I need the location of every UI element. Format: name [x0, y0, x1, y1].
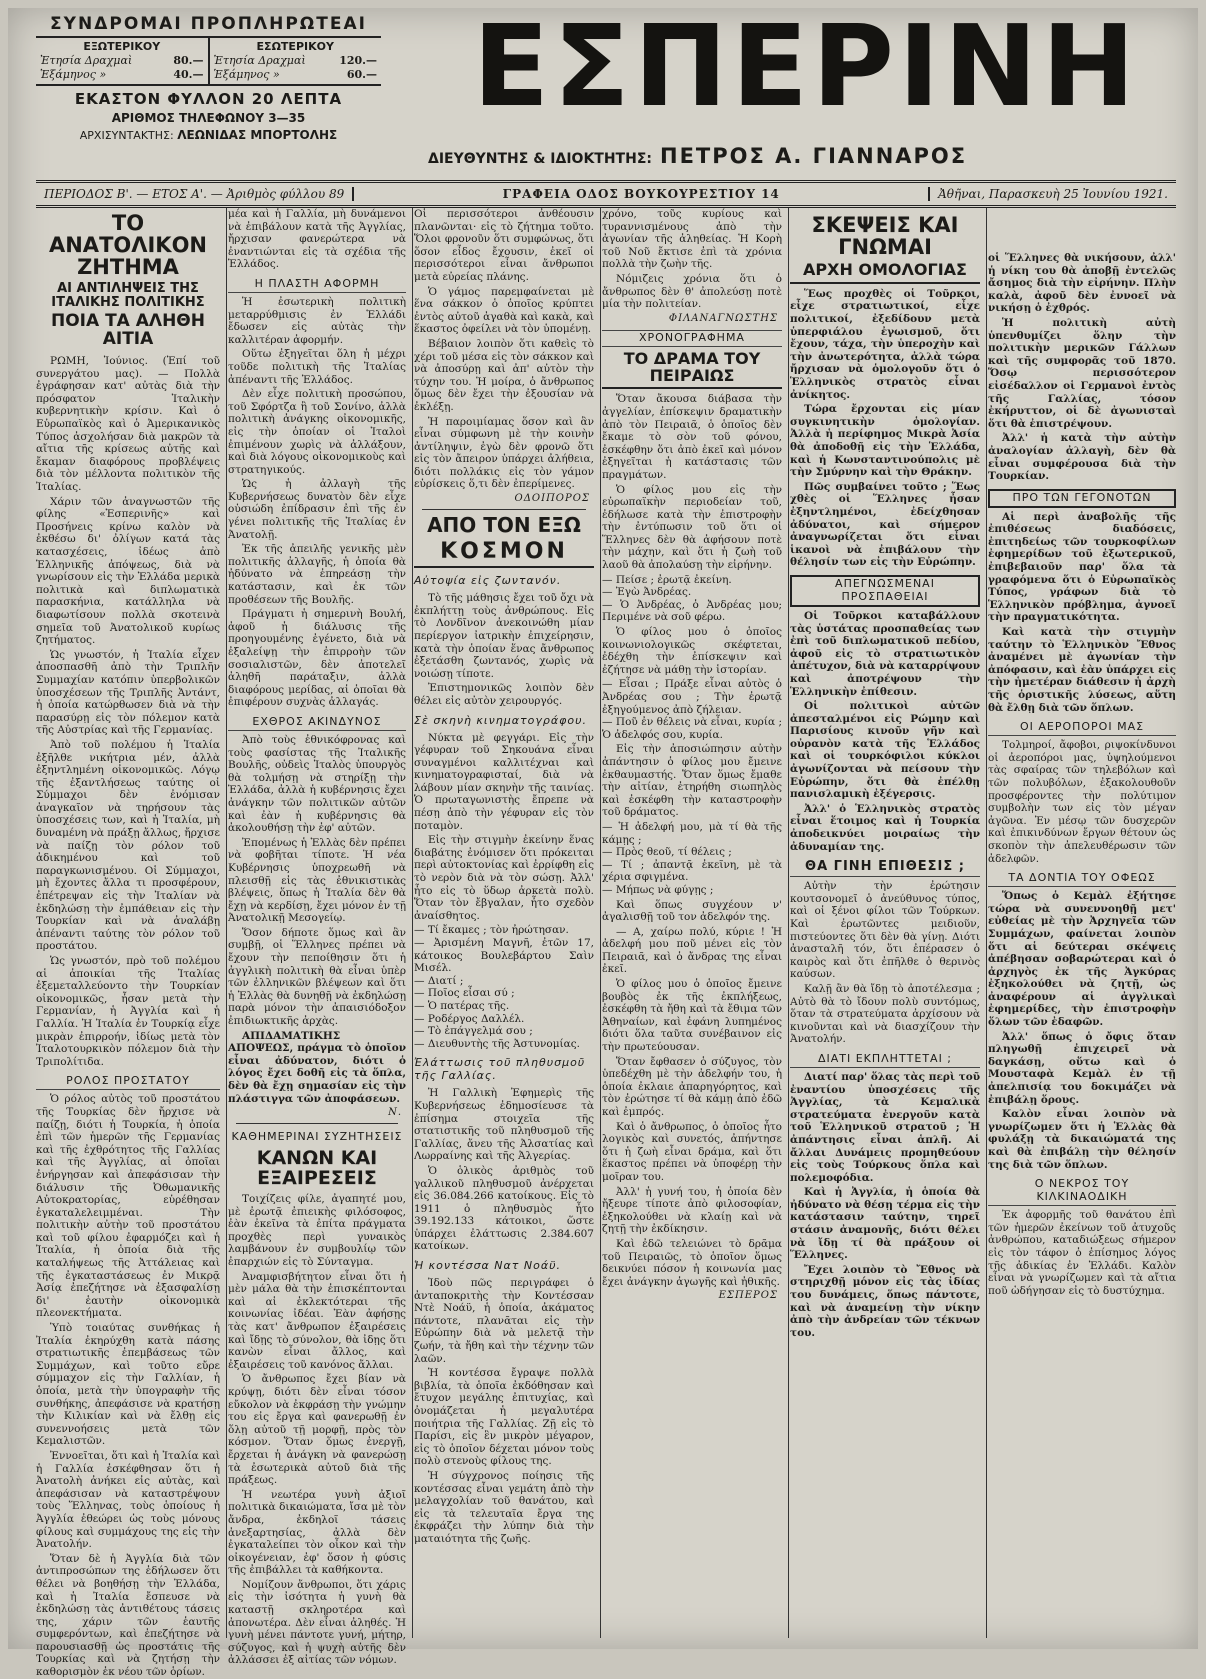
article-paragraph: Ὡς γνωστόν, ἡ Ἰταλία εἶχεν ἀποσπασθῆ ἀπὸ τὴν Τριπλῆν Συμμαχίαν κατόπιν ὑπερβολικῶν ὑποσχέσεων τῆς Τριπλῆς Ἀντάντ, ἡ ὁποία κατώρθωσεν διὰ νὰ τὴν παρασύρῃ εἰς τὸν πόλεμον κατὰ τῆς Αὐστρίας καὶ τῆς Γερμανίας.	[36, 648, 220, 737]
article-paragraph: Ἀπὸ τοὺς ἐθνικόφρονας καὶ τοὺς φασίστας τῆς Ἰταλικῆς Βουλῆς, οὐδεὶς Ἰταλὸς ὑπουργὸς θὰ τολμήσῃ νὰ στηρίξῃ τὴν Ἑλλάδα, ἀλλὰ ἡ κυβέρνησις ἔχει ἀνάγκην τῶν πολιτικῶν αὐτῶν καὶ ἐὰν ἡ κυβέρνησις θὰ ἀκολουθήσῃ τὴν ἐφ' αὐτῶν.	[228, 733, 406, 835]
article-paragraph: Ἡ πολιτικὴ αὐτὴ ὑπενθυμίζει ὅλην τὴν πολιτικὴν μερικῶν Γάλλων καὶ τῆς συμφορᾶς τοῦ 1870. Ὅσῳ περισσότερον εἰσέδαλλον οἱ Γερμανοὶ ἐντὸς τῆς Γαλλίας, τόσον ἐκήρυττον, οἱ δὲ ἀγωνισταὶ ὅτι θὰ ἐπιστρέψουν.	[988, 316, 1176, 430]
subscriptions-box	[36, 14, 381, 142]
headline-rule-exceptions: ΚΑΝΩΝ ΚΑΙ ΕΞΑΙΡΕΣΕΙΣ	[256, 1147, 378, 1190]
chief-editor-label: ΑΡΧΙΣΥΝΤΑΚΤΗΣ:	[79, 129, 174, 142]
article-dialogue: — Πείσε ; ἐρωτᾷ ἐκείνη. — Ἐγὼ Ἀνδρέας. — Ὁ Ἀνδρέας, ὁ Ἀνδρέας μου; Περιμένε νὰ σοῦ φέρω.	[602, 573, 782, 624]
article-paragraph: Ἐκ τῆς ἀπειλῆς γενικῆς μὲν πολιτικῆς ἀλλαγῆς, ἡ ὁποία θὰ ἠδύνατο νὰ ἐπηρεάσῃ τὴν κατάστασιν, καὶ ἐκ τῶν προθέσεων τῆς Βουλῆς.	[228, 543, 406, 606]
article-paragraph: Δὲν εἶχε πολιτικὴ προσώπου, τοῦ Σφόρτζα ἢ τοῦ Σονίνο, ἀλλὰ πολιτικὴ ἀνάγκης οἰκονομικῆς, εἰς τὴν ὁποίαν οἱ Ἰταλοὶ ἐπιμένουν χωρὶς νὰ ἀλλάξουν, καὶ διὰ λόγους οἰκονομικοὺς καὶ στρατηγικούς.	[228, 388, 406, 476]
article-columns	[36, 208, 1176, 1679]
article-paragraph: Ὁ ὁλικὸς ἀριθμὸς τοῦ γαλλικοῦ πληθυσμοῦ ἀνέρχεται εἰς 36.084.266 κατοίκους. Εἰς τὸ 1911 ὁ πληθυσμὸς ἦτο 39.192.133 κάτοικοι, ὥστε ὑπάρχει ἐλάττωσις 2.384.607 κατοίκων.	[414, 1164, 594, 1253]
article-paragraph: Ὡς γνωστόν, πρὸ τοῦ πολέμου αἱ ἀποικίαι τῆς Ἰταλίας ἐξεμεταλλεύοντο τὴν Τουρκίαν οἰκονομικῶς, ἦσαν μετὰ τὴν Γερμανίαν, ἡ Ἀγγλία καὶ ἡ Γαλλία. Ἡ Ἰταλία ἐν Τουρκίᾳ εἶχε μικρὰν ἐπιρροήν, ἰδίως μετὰ τὸν Ἰταλοτουρκικὸν πόλεμον διὰ τὴν Τριπολίτιδα.	[36, 955, 220, 1068]
divider	[422, 509, 586, 510]
column-3	[414, 208, 601, 1638]
subscriptions-domestic	[208, 38, 382, 84]
headline-anatolikon: ΤΟ ΑΝΑΤΟΛΙΚΟΝ ΖΗΤΗΜΑ	[48, 211, 208, 280]
subheading-population: Ἐλάττωσις τοῦ πληθυσμοῦ τῆς Γαλλίας.	[414, 1056, 586, 1083]
article-paragraph: Οἱ πολιτικοὶ αὐτῶν ἀπεσταλμένοι εἰς Ρώμην καὶ Παρισίους κινοῦν γῆν καὶ οὐρανὸν κατὰ τῆς Ἑλλάδος καὶ οἱ τουρκόφιλοι κύκλοι ἀγωνίζονται νὰ πείσουν τὴν Εὐρώπην, ὅτι θὰ ἐπέλθῃ πανισλαμικὴ ἐξέγερσις.	[790, 700, 980, 801]
article-paragraph: Ἡ νεωτέρα γυνὴ ἀξιοῖ πολιτικὰ δικαιώματα, ἴσα μὲ τὸν ἄνδρα, ἐκδηλοῖ τάσεις ἀνεξαρτησίας, ἀλλὰ δὲν ἐγκαταλείπει τὸν οἶκον καὶ τὴν οἰκογένειαν, ἐφ' ὅσον ἡ φύσις τῆς ἐπιβάλλει τὰ καθήκοντα.	[228, 1488, 406, 1577]
article-paragraph: χρόνο, τοῦς κυρίους καὶ τυραννισμένους ἀπὸ τὴν ἀγωνίαν τῆς ἀληθείας. Ἡ Κορὴ τοῦ Νοῦ ἔκτισε ἐπὶ τὰ χρόνια πολλὰ τὴν ζωὴν τῆς.	[602, 208, 782, 271]
article-paragraph: Ἀλλ' ὁ Ἑλληνικὸς στρατὸς εἶναι ἕτοιμος καὶ ἡ Τουρκία ἀποδεικνύει μοιραίως τὴν ἀδυναμίαν της.	[790, 802, 980, 853]
article-paragraph: Αἱ περὶ ἀναβολῆς τῆς ἐπιθέσεως διαδόσεις, ἐπιτηδείως τῶν τουρκοφίλων ἐφημερίδων τοῦ ἐξωτερικοῦ, ἐπιβεβαιοῦν παρ' ὅλα τὰ γραφόμενα ὅτι ὁ Εὐρωπαϊκὸς Τύπος, γράφων διὰ τὸ Ἑλληνικὸν πρόβλημα, ἀγνοεῖ τὴν πραγματικότητα.	[988, 510, 1176, 624]
article-paragraph: Ὅταν ἔφθασεν ὁ σύζυγος, τὸν ὑπεδέχθη μὲ τὴν ἀδελφήν του, ἡ ὁποία ἐκλαιε ἀπαρηγόρητος, καὶ τὸν ἐρώτησε τί θὰ κάμῃ ἀπὸ ἐδῶ καὶ ἐμπρός.	[602, 1055, 782, 1118]
subheading-autopsy: Αὐτοψία εἰς ζωντανόν.	[414, 574, 562, 588]
article-signature: ΟΔΟΙΠΟΡΟΣ	[514, 493, 590, 505]
director-label: ΔΙΕΥΘΥΝΤΗΣ & ΙΔΙΟΚΤΗΤΗΣ:	[428, 151, 652, 167]
article-paragraph: Τώρα ἔρχονται εἰς μίαν συγκινητικὴν ὁμολογίαν. Ἀλλὰ ἡ περίφημος Μικρὰ Ἀσία θὰ ἀποδοθῇ εἰς τὴν Ἑλλάδα, καὶ ἡ Κωνσταντινούπολις μὲ τὴν Σμύρνην καὶ τὴν Θράκην.	[790, 403, 980, 479]
article-paragraph: μέα καὶ ἡ Γαλλία, μὴ δυνάμενοι νὰ ἐπιβάλουν κατὰ τῆς Ἀγγλίας, ἤρχισαν φανερώτερα νὰ ἐναντιώνται εἰς τὰ σχέδια τῆς Ἑλλάδος.	[228, 208, 406, 271]
subheading-chronography: ΧΡΟΝΟΓΡΑΦΗΜΑ	[602, 330, 782, 347]
subscriptions-title: ΣΥΝΔΡΟΜΑΙ ΠΡΟΠΛΗΡΩΤΕΑΙ	[36, 14, 381, 38]
headline-confession: ΑΡΧΗ ΟΜΟΛΟΓΙΑΣ	[790, 262, 980, 284]
article-paragraph: Χάριν τῶν ἀναγνωστῶν τῆς φίλης «Ἑσπερινῆς» καὶ Προσήνεις κρίνω καλὸν νὰ ἐκθέσω δι' ὀλίγων κατά τὰς κατασχέσεις, ἰδέως ἀπὸ Ἑλληνικῆς ἀπόψεως, διὰ νὰ γνωρίσουν εἰς τὴν Ἑλλάδα μερικὰ πολιτικὰ καὶ διπλωματικὰ παρασκήνια, κατάλληλα νὰ διαφωτίσουν πολλὰ σκοτεινὰ σημεῖα τοῦ Ἀνατολικοῦ κυρίως ζητήματος.	[36, 495, 220, 647]
headline-true-causes: ΠΟΙΑ ΤΑ ΑΛΗΘΗ ΑΙΤΙΑ	[51, 311, 205, 350]
issue-info-bar	[36, 180, 1176, 208]
article-paragraph: Ἀναμφισβήτητον εἶναι ὅτι ἡ μὲν μάλα θὰ τὴν ἐπισκέπτονται καὶ αἱ ἐκλεκτότεραι τῆς κοινωνίας ἰδέαι. Ἐὰν ἀφήσῃς τὰς κατ' ἄνθρωπον ἐξαιρέσεις καὶ ἴδῃς τὸ σύνολον, θὰ ἰδῃς ὅτι κανὼν εἶναι ἄλλος, καὶ ἐξαιρέσεις τοῦ κανόνος ἄλλαι.	[228, 1270, 406, 1371]
domestic-row2-label: Ἑξάμηνος »	[213, 68, 280, 81]
chief-editor-name: ΛΕΩΝΙΔΑΣ ΜΠΟΡΤΟΛΗΣ	[177, 128, 338, 142]
article-paragraph: Εἰς τὴν στιγμὴν ἐκείνην ἕνας διαβάτης ἐνόμισεν ὅτι πρόκειται περὶ αὐτοκτονίας καὶ ἐρρίφθη εἰς τὸ νερὸν διὰ νὰ τὸν σώσῃ. Ἀλλ' ἦτο εἰς τὸ ὕδωρ ἀρκετὰ πολὺ. Ὅταν τὸν ἔβγαλαν, ἦτο σχεδὸν ἀναίσθητος.	[414, 834, 594, 922]
subheading-harmless-enemy: ΕΧΘΡΟΣ ΑΚΙΝΔΥΝΟΣ	[228, 715, 406, 731]
article-paragraph: Ἐπιστημονικῶς λοιπὸν δὲν θέλει εἰς αὐτὸν χειρουργός.	[414, 682, 594, 707]
article-paragraph: Τὸ τῆς μάθησις ἔχει τοῦ ὄχι νὰ ἐκπλήττῃ τοὺς ἀνθρώπους. Εἰς τὸ Λονδῖνον ἀνεκοινώθη μίαν περίεργον ἰατρικὴν ἐπιχείρησιν, κατὰ τὴν ὁποίαν ἕνας ἄνθρωπος ἐξετάσθη ζωντανός, χωρὶς νὰ νοιώσῃ τίποτε.	[414, 592, 594, 680]
subheading-attack-question: ΘΑ ΓΙΝΗ ΕΠΙΘΕΣΙΣ ;	[790, 859, 980, 877]
domestic-row1-value: 120.—	[339, 54, 377, 67]
newspaper-title: ΕΣΠΕΡΙΝΗ	[472, 2, 1140, 132]
article-paragraph: Καλῇ ἂν θὰ ἴδῃ τὸ ἀποτέλεσμα ; Αὐτὸ θὰ τὸ ἴδουν πολὺ συντόμως, ὅταν τὰ στρατεύματα ἀρχίσουν νὰ κινοῦνται καὶ νὰ διασχίζουν τὴν Ἀνατολήν.	[790, 982, 980, 1046]
article-paragraph: Ἡ κοντέσσα ἔγραψε πολλὰ βιβλία, τὰ ὁποῖα ἐκδόθησαν καὶ ἔτυχον μεγάλης ἐπιτυχίας, καὶ ὀνομάζεται ἡ μεγαλυτέρα ποιήτρια τῆς Γαλλίας. Ζῇ εἰς τὸ Παρίσι, εἰς ἓν μικρὸν μέγαρον, εἰς τὸ ὁποῖον δέχεται μόνον τοὺς πολὺ στενοὺς φίλους της.	[414, 1367, 594, 1468]
subheading-desperate-efforts: ΑΠΕΓΝΩΣΜΕΝΑΙ ΠΡΟΣΠΑΘΕΙΑΙ	[790, 575, 980, 607]
article-paragraph: Καὶ ἡ Ἀγγλία, ἡ ὁποία θὰ ἠδύνατο νὰ θέσῃ τέρμα εἰς τὴν κατάστασιν ταύτην, τηρεῖ στάσιν ἀναμονῆς, διότι θέλει νὰ ἴδῃ τί θὰ πράξουν οἱ Ἕλληνες.	[790, 1186, 980, 1262]
column-1	[36, 208, 227, 1679]
article-paragraph: Αὐτὴν τὴν ἐρώτησιν κουτσονομεῖ ὁ ἀνεύθυνος τύπος, καὶ οἱ ξένοι φίλοι τῶν Τούρκων. Καὶ ἐρωτῶντες μειδιοῦν, πιστεύοντες ὅτι δὲν θὰ γίνῃ. Διότι ἀνασταλῆ τόν, ὅτι ἐπέρασεν ὁ καιρὸς καὶ ὅτι ἐπῆλθε ὁ θερινὸς καύσων.	[790, 880, 980, 981]
subheading-dead-man: Ο ΝΕΚΡΟΣ ΤΟΥ ΚΙΛΚΙΝΑΟΔΙΚΗ	[988, 1177, 1176, 1206]
article-paragraph: Ὅταν ἄκουσα διάβασα τὴν ἀγγελίαν, ἐπίσκεψιν δραματικὴν ἀπὸ τὸν Πειραιᾶ, ὁ ὁποῖος δὲν ἔκαμε τὸ σὸν τοῦ φόνου, ἐσκέφθην ὅτι ἀπὸ ἐκεῖ καὶ μόνον ἐξηγεῖται ἡ κατάστασις τῶν πραγμάτων.	[602, 393, 782, 481]
article-paragraph: Ἐπομένως ἡ Ἑλλὰς δὲν πρέπει νὰ φοβῆται τίποτε. Ἡ νέα Κυβέρνησις ὑποχρεωθῆ νὰ πλεισθῇ εἰς τὰς ἐθνικιστικὰς βλέψεις, ὅπως ἡ Ἰταλία δὲν θὰ ἔχῃ νὰ κερδίσῃ, ἔχει μόνον ἐν τῇ Ἀνατολικῇ Μεσογείῳ.	[228, 836, 406, 925]
article-paragraph: Ἡ παροιμίαμας ὅσον καὶ ἂν εἶναι σύμφωνη μὲ τὴν κοινὴν ἀντίληψιν, ἐγὼ δὲν φρονῶ ὅτι εἰς τὸν ἄπειρον ὑπάρχει ἀλήθεια, διότι πολλάκις εἰς τὸν γάμον εὑρίσκεις ὅ,τι δὲν ἐπερίμενες.	[414, 415, 594, 491]
article-dialogue: — Ἡ ἀδελφή μου, μὰ τί θὰ τῆς κάμῃς ; — Πρὸς θεοῦ, τί θέλεις ; — Τί ; ἀπαντᾷ ἐκεῖνη, μὲ τὰ χέρια σφιγμένα. — Μήπως νὰ φύγῃς ;	[602, 820, 782, 896]
article-paragraph: Ὁ φίλος μου ὁ ὁποῖος κοινωνιολογικῶς σκέφτεται, ἐδέχθη τὴν ἐπίσκεψιν καὶ ἐζήτησε νὰ μάθῃ τὴν ἱστορίαν.	[602, 626, 782, 676]
article-signature: ΕΣΠΕΡΟΣ	[718, 1290, 778, 1302]
article-paragraph: Διατί παρ' ὅλας τὰς περὶ τοῦ ἐναντίου ὑποσχέσεις τῆς Ἀγγλίας, τὰ Κεμαλικὰ στρατεύματα ἐνεργοῦν κατὰ τοῦ Ἑλληνικοῦ στρατοῦ ; Ἡ ἀπάντησις εἶναι ἁπλῆ. Αἱ ἄλλαι Δυνάμεις προμηθεύουν εἰς τοὺς Τούρκους ὅπλα καὶ πολεμοφόδια.	[790, 1070, 980, 1184]
article-paragraph: Καὶ κατὰ τὴν στιγμὴν ταύτην τὸ Ἑλληνικὸν Ἔθνος ἀναμένει μὲ ἀγωνίαν τὴν ἀπόφασιν, καὶ ἐὰν ὑπάρχει εἰς τὴν ἡμετέραν διάθεσιν ἡ ἀρχὴ τῆς ὁριστικῆς λύσεως, αὕτη θὰ ἔλθῃ διὰ τῶν ὅπλων.	[988, 626, 1176, 714]
article-paragraph: Καὶ ἐδῶ τελειώνει τὸ δρᾶμα τοῦ Πειραιῶς, τὸ ὁποῖον ὅμως δεικνύει πόσον ἡ κοινωνία μας ἔχει ἀνάγκην ἀγωγῆς καὶ ἠθικῆς.	[602, 1237, 782, 1288]
column-6	[988, 208, 1176, 1638]
article-paragraph: Ἡ Γαλλικὴ Ἐφημερὶς τῆς Κυβερνήσεως ἐδημοσίευσε τὰ ἐπίσημα στοιχεῖα τῆς στατιστικῆς τοῦ πληθυσμοῦ τῆς Γαλλίας, ἄνευ τῆς Ἀλσατίας καὶ Λωρραίνης καὶ τῆς Ἀλγερίας.	[414, 1087, 594, 1163]
subheading-our-aviators: ΟΙ ΑΕΡΟΠΟΡΟΙ ΜΑΣ	[988, 720, 1176, 736]
article-paragraph: Νομίζουν ἄνθρωποι, ὅτι χάρις εἰς τὴν ἰσότητα ἡ γυνὴ θὰ καταστῇ σκληροτέρα καὶ ἀπονωτέρα. Δὲν εἶναι ἀληθές. Ἡ γυνὴ μένει πάντοτε γυνή, μήτηρ, σύζυγος, καὶ ἡ ψυχὴ αὐτῆς δὲν ἀλλάσσει ἐξ αἰτίας τῶν νόμων.	[228, 1578, 406, 1667]
abroad-row1-value: 80.—	[173, 54, 204, 67]
subheading-protector-role: ΡΟΛΟΣ ΠΡΟΣΤΑΤΟΥ	[36, 1074, 220, 1090]
headline-world: ΚΟΣΜΟΝ	[414, 540, 594, 568]
article-paragraph: Ἡ ἐσωτερικὴ πολιτικὴ μεταρρύθμισις ἐν Ἑλλάδι ἔδωσεν εἰς αὐτὰς τὴν καλλιτέραν ἀφορμήν.	[228, 295, 406, 346]
article-paragraph: Ὅπως ὁ Κεμὰλ ἐξήτησε τώρα νὰ συνεννοηθῇ μετ' εὐθείας μὲ τὴν Ἀρχηγεῖα τῶν Συμμάχων, φαίνεται λοιπὸν ὅτι αἱ δεύτεραι σκέψεις ἀπέβησαν σοβαρώτεραι καὶ ὁ ἀρχηγὸς ἐκ τῆς Ἀγκύρας ἐξηκολούθει νὰ ζητῇ, ὡς ἀναφέρουν αἱ ἀγγλικαὶ ἐφημερίδες, τὴν ἐπιστροφὴν ὅλων τῶν ἐδαφῶν.	[988, 890, 1176, 1029]
subheading-why-surprised: ΔΙΑΤΙ ΕΚΠΛΗΤΤΕΤΑΙ ;	[790, 1052, 980, 1068]
article-paragraph: Πράγματι ἡ σημερινὴ Βουλή, ἀφοῦ ἡ διάλυσις τῆς προηγουμένης ἐγένετο, διὰ νὰ ἐξαλείψῃ τὴν ἐπιρροὴν τῶν σοσιαλιστῶν, δὲν ἀποτελεῖ ἀληθῆ παράταξιν, ἀλλὰ διαφόρους μερίδας, αἱ ὁποῖαι θὰ ἐπιφέρουν συχνὰς ἀλλαγάς.	[228, 608, 406, 709]
divider	[236, 1123, 398, 1124]
chief-editor	[36, 128, 381, 142]
article-signature: Ν.	[388, 1107, 402, 1119]
subheading-daily-discussions: ΚΑΘΗΜΕΡΙΝΑΙ ΣΥΖΗΤΗΣΕΙΣ	[231, 1130, 403, 1144]
article-paragraph: Ἐννοεῖται, ὅτι καὶ ἡ Ἰταλία καὶ ἡ Γαλλία ἐσκέφθησαν ὅτι ἡ Ἀνατολὴ ἀνήκει εἰς αὐτὰς, καὶ ἀπεφάσισαν νὰ καταστρέψουν τοὺς Ἕλληνας, τοὺς ὁποίους ἡ Ἀγγλία ἐθεώρει ὡς τοὺς μόνους φίλους καὶ συμμάχους της εἰς τὴν Ἀνατολήν.	[36, 1449, 220, 1551]
article-signature: ΦΙΛΑΝΑΓΝΩΣΤΗΣ	[668, 312, 778, 324]
article-paragraph: Ὁ ρόλος αὐτὸς τοῦ προστάτου τῆς Τουρκίας δὲν ἤρχισε νὰ παίζῃ, διότι ἡ Τουρκία, ἡ ὁποία ἐπὶ τῶν ἡμερῶν τῆς Γερμανίας καὶ τῆς ἐχθρότητος τῆς Γαλλίας καὶ τῆς Ἀγγλίας, αἱ ὁποῖαι ἐνήργησαν καὶ ἀπεφάσισαν τὴν διάλυσιν τῆς Ὀθωμανικῆς Αὐτοκρατορίας, εὑρέθησαν ἐγκαταλελειμμέναι. Τὴν πολιτικὴν αὐτὴν τοῦ προστάτου καὶ τοῦ φίλου ἐφαρμόζει καὶ ἡ Ἰταλία, ἡ ὁποία διὰ τῆς καταλήψεως τῆς Ἀττάλειας καὶ τῆς ἐγκαταστάσεως ἐν Μικρᾷ Ἀσίᾳ ἐπεζήτησε νὰ ἐξασφαλίσῃ δι' ἑαυτὴν οἰκονομικὰ πλεονεκτήματα.	[36, 1093, 220, 1320]
article-paragraph: Πῶς συμβαίνει τοῦτο ; Ἕως χθὲς οἱ Ἕλληνες ἦσαν ἐξηντλημένοι, ἐδείχθησαν ἀδύνατοι, καὶ σήμερον ἀναγνωρίζεται ὅτι εἶναι ἱκανοὶ νὰ ἐπιβάλουν τὴν θέλησίν των εἰς τὴν Εὐρώπην.	[790, 480, 980, 569]
article-paragraph: Οἱ Τοῦρκοι καταβάλλουν τὰς ὑστάτας προσπαθείας των ἐπὶ τοῦ διπλωματικοῦ πεδίου, ἀφοῦ εἰς τὸ στρατιωτικὸν ἀπέτυχον, διὰ νὰ καταρρίψουν καὶ ἀποτρέψουν τὴν Ἑλληνικὴν ἐπίθεσιν.	[790, 609, 980, 698]
article-paragraph: Ἔχει λοιπὸν τὸ Ἔθνος νὰ στηριχθῇ μόνον εἰς τὰς ἰδίας του δυνάμεις, ὅπως πάντοτε, καὶ νὰ ἀναμείνῃ τὴν νίκην ἀπὸ τὴν ἀνδρείαν τῶν τέκνων του.	[790, 1263, 980, 1339]
article-paragraph: — Α, χαίρω πολύ, κύριε ! Ἡ ἀδελφή μου ποῦ μένει εἰς τὸν Πειραιᾶ, καὶ ὁ ἄνδρας της εἶναι ἐκεῖ.	[602, 925, 782, 976]
article-paragraph: Καὶ ὁ ἄνθρωπος, ὁ ὁποῖος ἦτο λογικὸς καὶ συνετός, ἀπήντησε ὅτι ἡ ζωὴ εἶναι δράμα, καὶ ὅτι ἕκαστος πρέπει νὰ ὑποφέρῃ τὴν μοῖραν του.	[602, 1120, 782, 1183]
article-paragraph: Οἱ περισσότεροι ἀνθέουσιν πλανῶνται· εἰς τὸ ζήτημα τοῦτο. Ὅλοι φρονοῦν ὅτι συμφώνως, ὅτι ὅσον εἶδος ἔχουσιν, ἐκεῖ οἱ περισσότεροι εἶναι ἄνθρωποι μετὰ εὐρείας πλάνης.	[414, 208, 594, 283]
article-paragraph: Τολμηροί, ἄφοβοι, ριψοκίνδυνοι οἱ ἀεροπόροι μας, ὑψηλούμενοι τὰς σφαίρας τῶν τηλεβόλων καὶ τῶν πολυβόλων, ἐξακολουθοῦν προσφέροντες τὴν πολύτιμον συμβολὴν των εἰς τὸν μέγαν ἀγῶνα. Ἐν μέσῳ τῶν δυσχερῶν καὶ ἐπικινδύνων ἔργων θέτουν ὡς σκοπὸν τὴν ἀπελευθέρωσιν τῶν ἀδελφῶν.	[988, 739, 1176, 865]
subheading-cinema-scene: Σὲ σκηνὴ κινηματογράφου.	[414, 713, 587, 727]
issue-period: ΠΕΡΙΟΔΟΣ Β'. — ΕΤΟΣ Α'. — Ἀριθμὸς φύλλου 89	[44, 187, 345, 201]
article-paragraph: Ὁ ἄνθρωπος ἔχει βίαν νὰ κρύψῃ, διότι δὲν εἶναι τόσον εὔκολον νὰ ἐκφράσῃ τὴν γνώμην του εἰς ἔργα καὶ φανερωθῇ ἐν ὅλῃ αὐτοῦ τῇ μορφῇ, πρὸς τὸν κόσμον. Ὅταν ὅμως ἐνεργῇ, ἔρχεται ἡ ἀνάγκη νὰ φανερώσῃ τὰ ἐσωτερικὰ αὐτοῦ διὰ τῆς πράξεως.	[228, 1373, 406, 1487]
article-dialogue: — Εἶσαι ; Πράξε εἶναι αὐτὸς ὁ Ἀνδρέας σου ; Τὴν ἐρωτᾷ ἐξηγούμενος ἀπὸ ζήλειαν. — Ποῦ ἐν θέλεις νὰ εἶναι, κυρία ; Ὁ ἀδελφός σου, κυρία.	[602, 678, 782, 741]
column-2	[228, 208, 413, 1667]
headline-piraeus-drama: ΤΟ ΔΡΑΜΑ ΤΟΥ ΠΕΙΡΑΙΩΣ	[602, 351, 782, 390]
article-paragraph: Ἰδοὺ πῶς περιγράφει ὁ ἀνταποκριτὴς τὴν Κοντέσσαν Ντὲ Νοάϋ, ἡ ὁποία, ἀκάματος πάντοτε, πλανᾶται εἰς τὴν Εὐρώπην διὰ νὰ μελετᾷ τὴν ζωήν, τὰ ἤθη καὶ τὴν τέχνην τῶν λαῶν.	[414, 1277, 594, 1365]
article-paragraph: Εἰς τὴν ἀποσιώπησιν αὐτὴν ἀπάντησιν ὁ φίλος μου ἔμεινε ἐκθαυμαστής. Ὅταν ὅμως ἔμαθε τὴν αἰτίαν, ἐτηρήθη σιωπηλὸς καὶ ἐσκέφθη τὴν καταστροφὴν τοῦ δράματος.	[602, 743, 782, 819]
article-paragraph: Νύκτα μὲ φεγγάρι. Εἰς τὴν γέφυραν τοῦ Σηκουάνα εἶναι συναγμένοι καλλιτέχναι καὶ κινηματογραφισταί, διὰ νὰ λάβουν μίαν σκηνὴν τῆς ταινίας. Ὁ πρωταγωνιστὴς ἔπρεπε νὰ πέσῃ ἀπὸ τὴν γέφυραν εἰς τὸν ποταμὸν.	[414, 731, 594, 832]
article-paragraph: Ὁ γάμος παρεμφαίνεται μὲ ἕνα σάκκον ὁ ὁποῖος κρύπτει ἐντὸς αὐτοῦ ἀγαθὰ καὶ κακὰ, καὶ ἕκαστος ὀφείλει νὰ τὸν ὑπομένῃ.	[414, 285, 594, 336]
article-paragraph: Ὅταν δὲ ἡ Ἀγγλία διὰ τῶν ἀντιπροσώπων της ἐδήλωσεν ὅτι θέλει νὰ βοηθήσῃ τὴν Ἑλλάδα, καὶ ἡ Ἰταλία ἔσπευσε νὰ ἐκδηλώσῃ τὰς ἀντιθέτους τάσεις της, χάριν τῶν ἑαυτῆς συμφερόντων, καὶ ἐπεζήτησε νὰ παρουσιασθῇ ὡς προστάτις τῆς Τουρκίας καὶ νὰ ζητήσῃ τὴν καθορισμὸν ἐκ νέου τῶν ὁρίων.	[36, 1552, 220, 1679]
article-paragraph: Ἕως προχθὲς οἱ Τοῦρκοι, εἶχε στρατιωτικοί, εἶχε πολιτικοί, ἐξεδίδουν μετὰ ὑπερφιάλου ἐγωισμοῦ, ὅτι ἔχουν, τάχα, τὴν ὑπεροχὴν καὶ τὴν ἀνωτερότητα, ἀλλὰ τώρα ἤρχισαν νὰ ὁμολογοῦν ὅτι ὁ Ἑλληνικὸς στρατὸς εἶναι ἀνίκητος.	[790, 287, 980, 401]
article-paragraph: Ἀλλ' ἡ γυνή του, ἡ ὁποία δὲν ἤξευρε τίποτε ἀπὸ φιλοσοφίαν, ἐξηκολούθει νὰ κλαίῃ καὶ νὰ ζητῇ τὴν ἐκδίκησιν.	[602, 1185, 782, 1236]
article-paragraph: ΡΩΜΗ, Ἰούνιος. (Ἐπί τοῦ συνεργάτου μας). — Πολλὰ ἐγράφησαν κατ' αὐτὰς διὰ τὴν πρόσφατον Ἰταλικὴν κυβερνητικὴν κρίσιν. Καὶ ὁ Εὐρωπαϊκὸς καὶ ὁ Ἀμερικανικὸς Τύπος ἀσχολήσαν διὰ μακρῶν τὰ αἴτια τῆς κρίσεως αὐτῆς καὶ ἔκαμαν διαφόρους προβλέψεις διὰ τὸν μέλλοντα πολιτικὸν τῆς Ἰταλίας.	[36, 355, 220, 494]
issue-price: ΕΚΑΣΤΟΝ ΦΥΛΛΟΝ 20 ΛΕΠΤΑ	[74, 90, 343, 108]
article-paragraph: Ἀπὸ τοῦ πολέμου ἡ Ἰταλία ἐξῆλθε νικήτρια μέν, ἀλλὰ ἐξηντλημένη οἰκονομικῶς. Λόγῳ τῆς ἐξαντλήσεως ταύτης οἱ Σύμμαχοι δὲν ἐνόμισαν ἀναγκαῖον νὰ τηρήσουν τὰς ὑποσχέσεις των, καὶ ἡ Ἰταλία, μὴ δυναμένη νὰ πράξῃ ἄλλως, ἤρχισε νὰ παίζῃ τὸν ρόλον τοῦ ἀδικημένου καὶ τοῦ παραγκωνισμένου. Οἱ Σύμμαχοι, μὴ ἔχοντες ἄλλα τι προσφέρουν, ἐπέτρεψαν εἰς τὴν Ἰταλίαν νὰ ἐκδηλώσῃ τὴν ἐμπάθειαν εἰς τὴν Τουρκίαν καὶ νὰ ἀναλάβῃ ἀπέναντι ταύτης τὸν ρόλον τοῦ προστάτου.	[36, 738, 220, 953]
headline-from-outside: ΑΠΟ ΤΟΝ ΕΞΩ	[427, 513, 581, 538]
subheading-false-pretext: Η ΠΛΑΣΤΗ ΑΦΟΡΜΗ	[228, 277, 406, 293]
abroad-row2-label: Ἑξάμηνος »	[40, 68, 107, 81]
domestic-row1-label: Ἐτησία Δραχμαὶ	[213, 54, 306, 67]
article-paragraph: Ὅσον δήποτε ὅμως καὶ ἂν συμβῇ, οἱ Ἕλληνες πρέπει νὰ ἔχουν τὴν πεποίθησιν ὅτι ἡ ἀγγλικὴ πολιτικὴ θὰ εἶναι ὑπὲρ τῶν ἐλληνικῶν βλέψεων καὶ ὅτι ἡ Ἑλλὰς θὰ δυνηθῇ νὰ ἐκδηλώσῃ παρὰ μόνον τὴν ἀπαισιόδοξον ἐπιδιωκτικῆς ἀρχὰς.	[228, 926, 406, 1028]
article-paragraph: Ἐκ ἀφορμῆς τοῦ θανάτου ἐπὶ τῶν ἡμερῶν ἐκείνων τοῦ ἀτυχοῦς ἀνθρώπου, καταδιώξεως σήμερον εἰς τὸν τάφον ὁ ἐπίσημος λόγος τῆς ἀδικίας ἐν Ἐλλάδι. Καλὸν εἶναι νὰ γνωρίζωμεν καὶ τὰ αἴτια ποῦ ὡδήγησαν εἰς τὸ δυστύχημα.	[988, 1209, 1176, 1297]
article-paragraph: Ὁ φίλος μου εἰς τὴν εὐρωπαϊκὴν περιοδείαν τοῦ, ἐδήλωσε κατὰ τὴν ἐπιστροφὴν τὴν ἐντύπωσιν τοῦ ὅτι οἱ Ἕλληνες δὲν θὰ ἀφήσουν ποτὲ τὴν μάχην, καὶ ὅτι ἡ ζωὴ τοῦ λαοῦ θὰ ἀπολαύσῃ τὴν εἰρήνην.	[602, 483, 782, 572]
subheading-snake-teeth: ΤΑ ΔΟΝΤΙΑ ΤΟΥ ΟΦΕΩΣ	[988, 871, 1176, 887]
subheading-countess: Ἡ κοντέσσα Νατ Νοάϋ.	[414, 1259, 561, 1273]
article-paragraph: Ὑπὸ τοιαύτας συνθήκας ἡ Ἰταλία ἐκηρύχθη κατὰ πάσης στρατιωτικῆς ἐπεμβάσεως τῶν Συμμάχων, καὶ τοῦτο εὔρε σύμμαχον εἰς τὴν Γαλλίαν, ἡ ὁποία, μετὰ τὴν ὑπογραφὴν τῆς συνθήκης, ἀπεφάσισε νὰ κρατήσῃ τὴν Κιλικίαν καὶ νὰ ἔλθῃ εἰς συνεννοήσεις μετὰ τῶν Κεμαλιστῶν.	[36, 1322, 220, 1448]
column-4	[602, 208, 789, 1638]
issue-date: Ἀθῆναι, Παρασκευὴ 25 Ἰουνίου 1921.	[938, 187, 1168, 201]
article-paragraph: οἱ Ἕλληνες θὰ νικήσουν, ἀλλ' ἡ νίκη του θὰ ἀποβῇ ἐντελῶς ἄσημος διὰ τὴν εἰρήνην. Πλὴν καλὰ, ἀφοῦ δὲν ἐννοεῖ νὰ νικήσῃ ὁ ἐχθρός.	[988, 252, 1176, 315]
phone-number: ΑΡΙΘΜΟΣ ΤΗΛΕΦΩΝΟΥ 3—35	[111, 111, 306, 125]
office-address: ΓΡΑΦΕΙΑ ΟΔΟΣ ΒΟΥΚΟΥΡΕΣΤΙΟΥ 14	[352, 187, 930, 201]
masthead	[36, 2, 1176, 179]
article-paragraph: Ὡς ἡ ἀλλαγὴ τῆς Κυβερνήσεως δυνατὸν δὲν εἶχε οὐσιώδη ἐπίδρασιν ἐπὶ τῆς ἐν γένει πολιτικῆς τῆς Ἰταλίας ἐν Ἀνατολῇ.	[228, 478, 406, 541]
domestic-heading: ΕΣΩΤΕΡΙΚΟΥ	[256, 40, 334, 53]
article-paragraph: ΑΠΙΔΑΜΑΤΙΚΗΣ ΑΠΟΨΕΩΣ, πράγμα τὸ ὁποῖον εἶναι ἀδύνατον, διότι ὁ λόγος ἔχει δοθῆ εἰς τὰ ὅπλα, δὲν θὰ ἔχῃ σημασίαν εἰς τὴν πλάστιγγα τῶν ἀποφάσεων.	[228, 1029, 406, 1105]
subscriptions-abroad	[36, 38, 208, 84]
article-paragraph: Βέβαιον λοιπὸν ὅτι καθεὶς τὸ χέρι τοῦ μέσα εἰς τὸν σάκκον καὶ νὰ ἀποσύρῃ καὶ ἀπ' αὐτὸν τὴν τύχην του. Ἡ μοίρα, ὁ ἄνθρωπος ὅμως δὲν ἔχει τὴν ἐξουσίαν νὰ ἐκλέξῃ.	[414, 337, 594, 413]
director-name: ΠΕΤΡΟΣ Α. ΓΙΑΝΝΑΡΟΣ	[660, 144, 968, 168]
article-paragraph: Νόμιζεις χρόνια ὅτι ὁ ἄνθρωπος δὲν θ' ἀπολεύσῃ ποτὲ μία τὴν πολιτείαν.	[602, 272, 782, 311]
column-5	[790, 208, 987, 1638]
article-paragraph: Ἡ σύγχρονος ποίησις τῆς κοντέσσας εἶναι γεμάτη ἀπὸ τὴν μελαγχολίαν τοῦ θανάτου, καὶ εἰς τὰ τελευταῖα ἔργα της ἐκφράζει τὴν λύπην διὰ τὴν ματαιότητα τῆς ζωῆς.	[414, 1469, 594, 1545]
subheading-before-events: ΠΡΟ ΤΩΝ ΓΕΓΟΝΟΤΩΝ	[988, 489, 1176, 508]
article-paragraph: Τοιχίζεις φίλε, ἀγαπητέ μου, μὲ ἐρωτᾷ ἐπιεικὴς φιλόσοφος, ἐὰν ἐκεῖνα τὰ ἐπίτα πράγματα προχθὲς περὶ γυναικὸς λαμβάνουν ἐν συμβουλίῳ τῶν ἐπαρχιών εἰς τὸ Σύνταγμα.	[228, 1193, 406, 1269]
article-paragraph: Ὁ φίλος μου ὁ ὁποῖος ἔμεινε βουβὸς ἐκ τῆς ἐκπλήξεως, ἐσκέφθη τὰ ἤθη καὶ τὰ ἔθιμα τῶν Ἀθηναίων, καὶ ἐφάνη λυπημένος διότι ὅλα ταῦτα συνέβαινον εἰς τὴν πρωτεύουσαν.	[602, 978, 782, 1054]
headline-thoughts-opinions: ΣΚΕΨΕΙΣ ΚΑΙ ΓΝΩΜΑΙ	[811, 213, 959, 260]
article-paragraph: Ἀλλ' ὅπως ὁ ὄφις ὅταν πληγωθῇ ἐπιχειρεῖ νὰ δαγκάσῃ, οὕτω καὶ ὁ Μουσταφὰ Κεμὰλ ἐν τῇ ἀπελπισίᾳ του δοκιμάζει νὰ ἐπιβάλῃ ὅρους.	[988, 1030, 1176, 1106]
article-paragraph: Ἀλλ' ἡ κατὰ τὴν αὐτὴν ἀναλογίαν ἀλλαγὴ, δὲν θὰ εἶναι συμφέρουσα διὰ τὴν Τουρκίαν.	[988, 432, 1176, 483]
article-paragraph: Οὕτω ἐξηγεῖται ὅλη ἡ μέχρι τοῦδε πολιτικὴ τῆς Ἰταλίας ἀπέναντι τῆς Ἑλλάδος.	[228, 348, 406, 386]
domestic-row2-value: 60.—	[346, 68, 377, 81]
article-paragraph: Καλὸν εἶναι λοιπὸν νὰ γνωρίζωμεν ὅτι ἡ Ἑλλὰς θὰ φυλάξῃ τὰ δικαιώματά της καὶ θὰ ἐπιβάλῃ τὴν θέλησίν της διὰ τῶν ὅπλων.	[988, 1108, 1176, 1171]
article-paragraph: Καὶ ὅπως συγχέουν ν' ἀγαλισθῇ τοῦ τον ἀδελφόν της.	[602, 898, 782, 924]
headline-italian-policy: ΑΙ ΑΝΤΙΛΗΨΕΙΣ ΤΗΣ ΙΤΑΛΙΚΗΣ ΠΟΛΙΤΙΚΗΣ	[51, 281, 205, 310]
abroad-row2-value: 40.—	[173, 68, 204, 81]
abroad-row1-label: Ἐτησία Δραχμαὶ	[40, 54, 133, 67]
newspaper-page	[8, 2, 1198, 1679]
director-line	[428, 144, 1188, 168]
abroad-heading: ΕΞΩΤΕΡΙΚΟΥ	[83, 40, 161, 53]
article-dialogue: — Τί ἔκαμες ; τὸν ἠρώτησαν. — Ἀρισμένη Μαγνῆ, ἐτῶν 17, κάτοικος Βουλεβάρτου Σαὶν Μισέλ. — Διατί ; — Ποῖος εἶσαι σύ ; — Ὁ πατέρας τῆς. — Ροδέργος Δαλλέλ. — Τὸ ἐπάγγελμά σου ; — Διευθυντὴς τῆς Ἀστυνομίας.	[414, 924, 594, 1050]
